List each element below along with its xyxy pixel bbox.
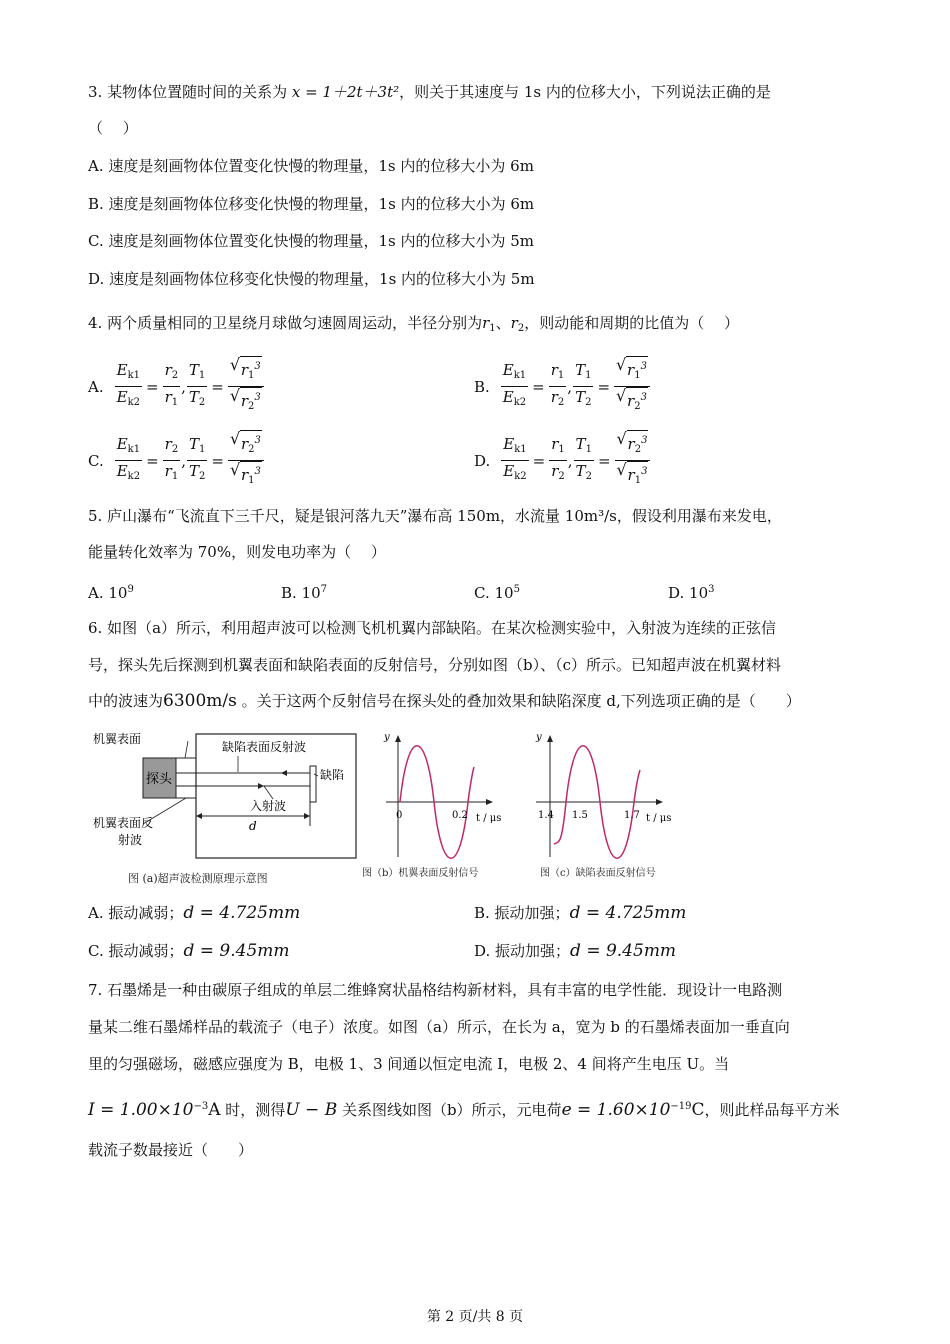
defect-mark	[310, 766, 316, 802]
q7-stem-line2: 量某二维石墨烯样品的载流子（电子）浓度。如图（a）所示，在长为 a，宽为 b 的石墨烯表面加一垂直向	[88, 1018, 790, 1036]
label-probe: 探头	[146, 772, 173, 787]
c-t-label: t / μs	[646, 813, 672, 824]
q6-option-c[interactable]: C. 振动减弱；d = 9.45mm	[88, 941, 290, 961]
q5-option-c[interactable]: C. $10^5$	[474, 584, 520, 602]
q4-option-d[interactable]: D. $\frac{E_{k1}}{E_{k2}}$ = $\frac{r_1}{r_2}$ , $\frac{T_1}{T_2}$ = √ $r_2^3$ √ $r_1^3$	[474, 430, 651, 491]
label-surface: 机翼表面	[93, 732, 142, 746]
c-tick-1-5: 1.5	[572, 810, 588, 821]
q3-option-c[interactable]: C. 速度是刻画物体位置变化快慢的物理量，1s 内的位移大小为 5m	[88, 232, 535, 250]
label-surface-wave-2: 射波	[118, 833, 143, 847]
figure-b-caption: 图（b）机翼表面反射信号	[362, 868, 479, 879]
q3-formula: x = 1＋2t＋3t²	[291, 83, 400, 101]
q7-stem-line4: $I = 1.00\times 10^{-3}A$ 时，测得U − B 关系图线如图（b）所示，元电荷$e = 1.60\times 10^{-19}C$，则此样品每平方米	[88, 1100, 840, 1120]
q3-option-b[interactable]: B. 速度是刻画物体位移变化快慢的物理量，1s 内的位移大小为 6m	[88, 195, 535, 213]
figure-c-svg	[530, 732, 680, 866]
q5-option-b[interactable]: B. $10^7$	[281, 584, 328, 602]
q4-stem: 4. 两个质量相同的卫星绕月球做匀速圆周运动，半径分别为$r_1$、$r_2$，则动能和周期的比值为（ ）	[88, 314, 739, 334]
b-y-label: y	[384, 732, 390, 743]
wave-speed: 6300m/s	[163, 691, 237, 711]
figure-b-svg	[378, 732, 518, 862]
q4-option-a[interactable]: A. $\frac{E_{k1}}{E_{k2}}$ = $\frac{r_2}{r_1}$ , $\frac{T_1}{T_2}$ = √ $r_1^3$ √ $r_2^3$	[88, 356, 265, 417]
label-incident: 入射波	[250, 799, 287, 813]
q6-option-a[interactable]: A. 振动减弱；d = 4.725mm	[88, 903, 301, 923]
figure-c-plot	[530, 732, 680, 866]
q5-option-d[interactable]: D. $10^3$	[668, 584, 715, 602]
c-y-label: y	[536, 732, 542, 743]
q6-stem-line3: 中的波速为6300m/s 。关于这两个反射信号在探头处的叠加效果和缺陷深度 d,下列选项正确的是（ ）	[88, 691, 801, 711]
page-footer: 第 2 页/共 8 页	[426, 1309, 524, 1325]
b-t-label: t / μs	[476, 813, 502, 824]
figure-b-plot	[378, 732, 518, 862]
q7-stem-line3: 里的匀强磁场，磁感应强度为 B，电极 1、3 间通以恒定电流 I，电极 2、4 间将产生电压 U。当	[88, 1055, 730, 1073]
q3-stem: 3. 某物体位置随时间的关系为 x = 1＋2t＋3t²，则关于其速度与 1s 内的位移大小，下列说法正确的是	[88, 83, 771, 101]
q6-option-b[interactable]: B. 振动加强；d = 4.725mm	[474, 903, 687, 923]
label-defect: 缺陷	[320, 768, 345, 782]
q6-option-d[interactable]: D. 振动加强；d = 9.45mm	[474, 941, 677, 961]
q5-option-a[interactable]: A. $10^9$	[88, 584, 134, 602]
q7-stem-line1: 7. 石墨烯是一种由碳原子组成的单层二维蜂窝状晶格结构新材料，具有丰富的电学性能．现设计一电路测	[88, 981, 783, 999]
figure-c-caption: 图（c）缺陷表面反射信号	[540, 868, 656, 879]
q6-stem-line1: 6. 如图（a）所示，利用超声波可以检测飞机机翼内部缺陷。在某次检测实验中，入射波为连续的正弦信	[88, 619, 777, 637]
q3-option-d[interactable]: D. 速度是刻画物体位移变化快慢的物理量，1s 内的位移大小为 5m	[88, 270, 535, 288]
q3-bracket: （ ）	[88, 119, 138, 137]
label-defect-wave: 缺陷表面反射波	[222, 740, 307, 754]
q7-stem-line5: 载流子数最接近（ ）	[88, 1141, 254, 1159]
q4-option-c[interactable]: C. $\frac{E_{k1}}{E_{k2}}$ = $\frac{r_2}{r_1}$ , $\frac{T_1}{T_2}$ = √ $r_2^3$ √ $r_1^3$	[88, 430, 265, 491]
q5-stem-line2: 能量转化效率为 70%，则发电功率为（ ）	[88, 543, 386, 561]
c-tick-1-4: 1.4	[538, 810, 554, 821]
figure-a-caption: 图 (a)超声波检测原理示意图	[128, 872, 268, 885]
q3-option-a[interactable]: A. 速度是刻画物体位置变化快慢的物理量，1s 内的位移大小为 6m	[88, 157, 534, 175]
q5-stem-line1: 5. 庐山瀑布“飞流直下三千尺，疑是银河落九天”瀑布高 150m，水流量 10m³/s，假设利用瀑布来发电，	[88, 507, 782, 525]
b-tick-0-2: 0.2	[452, 810, 468, 821]
q6-stem-line2: 号，探头先后探测到机翼表面和缺陷表面的反射信号，分别如图（b）、（c）所示。已知超声波在机翼材料	[88, 656, 782, 674]
label-d: d	[249, 819, 257, 833]
q4-option-b[interactable]: B. $\frac{E_{k1}}{E_{k2}}$ = $\frac{r_1}{r_2}$ , $\frac{T_1}{T_2}$ = √ $r_1^3$ √ $r_2^3$	[474, 356, 651, 417]
b-tick-0: 0	[396, 810, 403, 821]
label-surface-wave-1: 机翼表面反	[93, 816, 154, 830]
c-tick-1-7: 1.7	[624, 810, 640, 821]
